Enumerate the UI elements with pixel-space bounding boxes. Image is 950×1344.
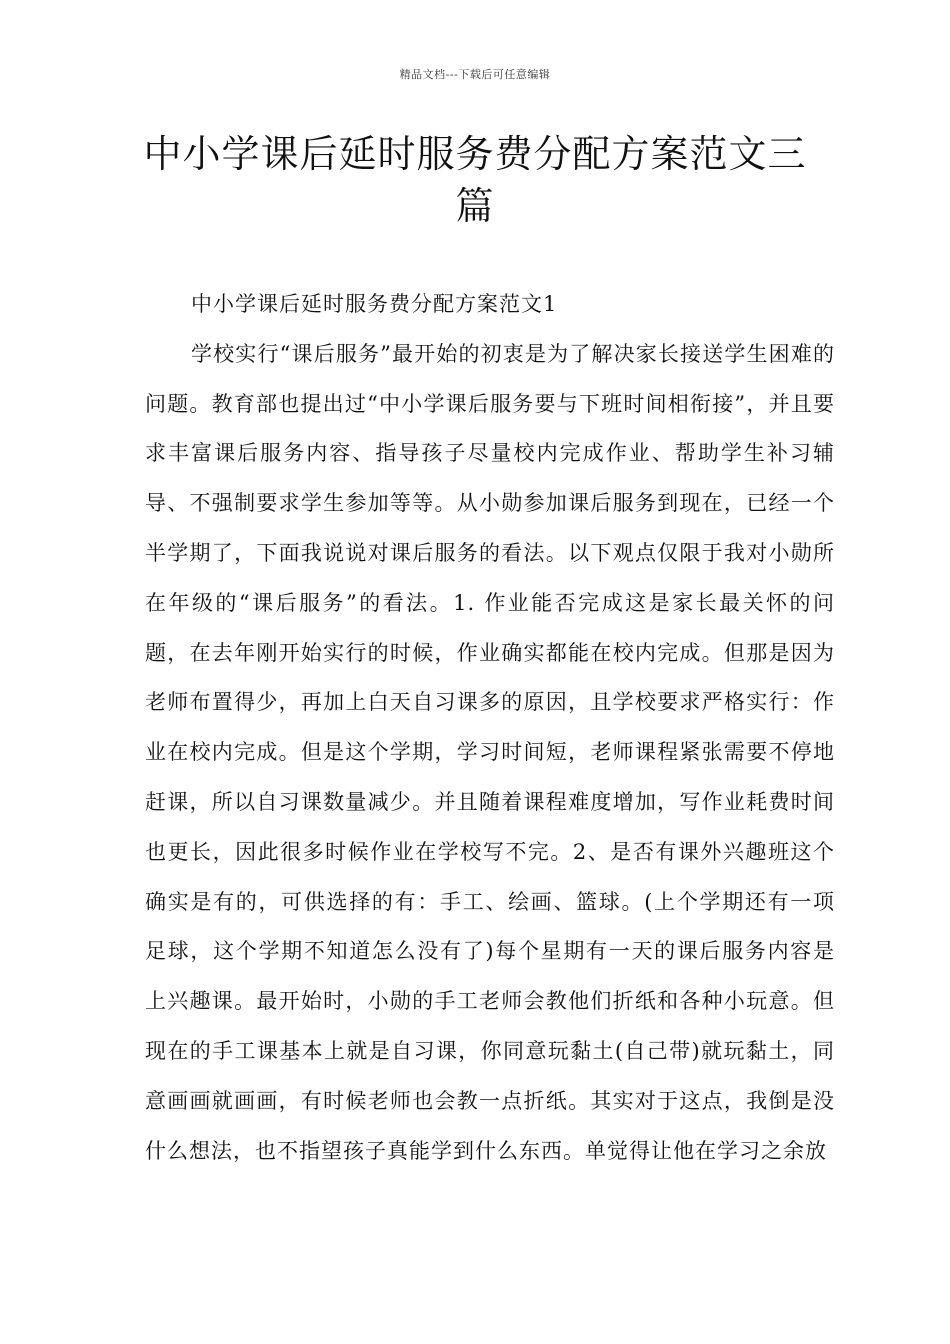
body-paragraph: 学校实行“课后服务”最开始的初衷是为了解决家长接送学生困难的问题。教育部也提出过“中小学课后服务要与下班时间相衔接”，并且要求丰富课后服务内容、指导孩子尽量校内完成作业、帮助学生补习辅导、不强制要求学生参加等等。从小勋参加课后服务到现在，已经一个半学期了，下面我说说对课后服务的看法。以下观点仅限于我对小勋所在年级的“课后服务”的看法。1. 作业能否完成这是家长最关怀的问题，在去年刚开始实行的时候，作业确实都能在校内完成。但那是因为老师布置得少，再加上白天自习课多的原因，且学校要求严格实行：作业在校内完成。但是这个学期，学习时间短，老师课程紧张需要不停地赶课，所以自习课数量减少。并且随着课程难度增加，写作业耗费时间也更长，因此很多时候作业在学校写不完。2、是否有课外兴趣班这个确实是有的，可供选择的有：手工、绘画、篮球。(上个学期还有一项足球，这个学期不知道怎么没有了)每个星期有一天的课后服务内容是上兴趣课。最开始时，小勋的手工老师会教他们折纸和各种小玩意。但现在的手工课基本上就是自习课，你同意玩黏土(自己带)就玩黏土，同意画画就画画，有时候老师也会教一点折纸。其实对于这点，我倒是没什么想法，也不指望孩子真能学到什么东西。单觉得让他在学习之余放 [145, 341, 835, 1163]
document-body [145, 280, 835, 1176]
section-subheading: 中小学课后延时服务费分配方案范文1 [191, 292, 558, 316]
document-title: 中小学课后延时服务费分配方案范文三篇 [143, 132, 807, 228]
header-note: 精品文档---下载后可任意编辑 [399, 68, 551, 81]
